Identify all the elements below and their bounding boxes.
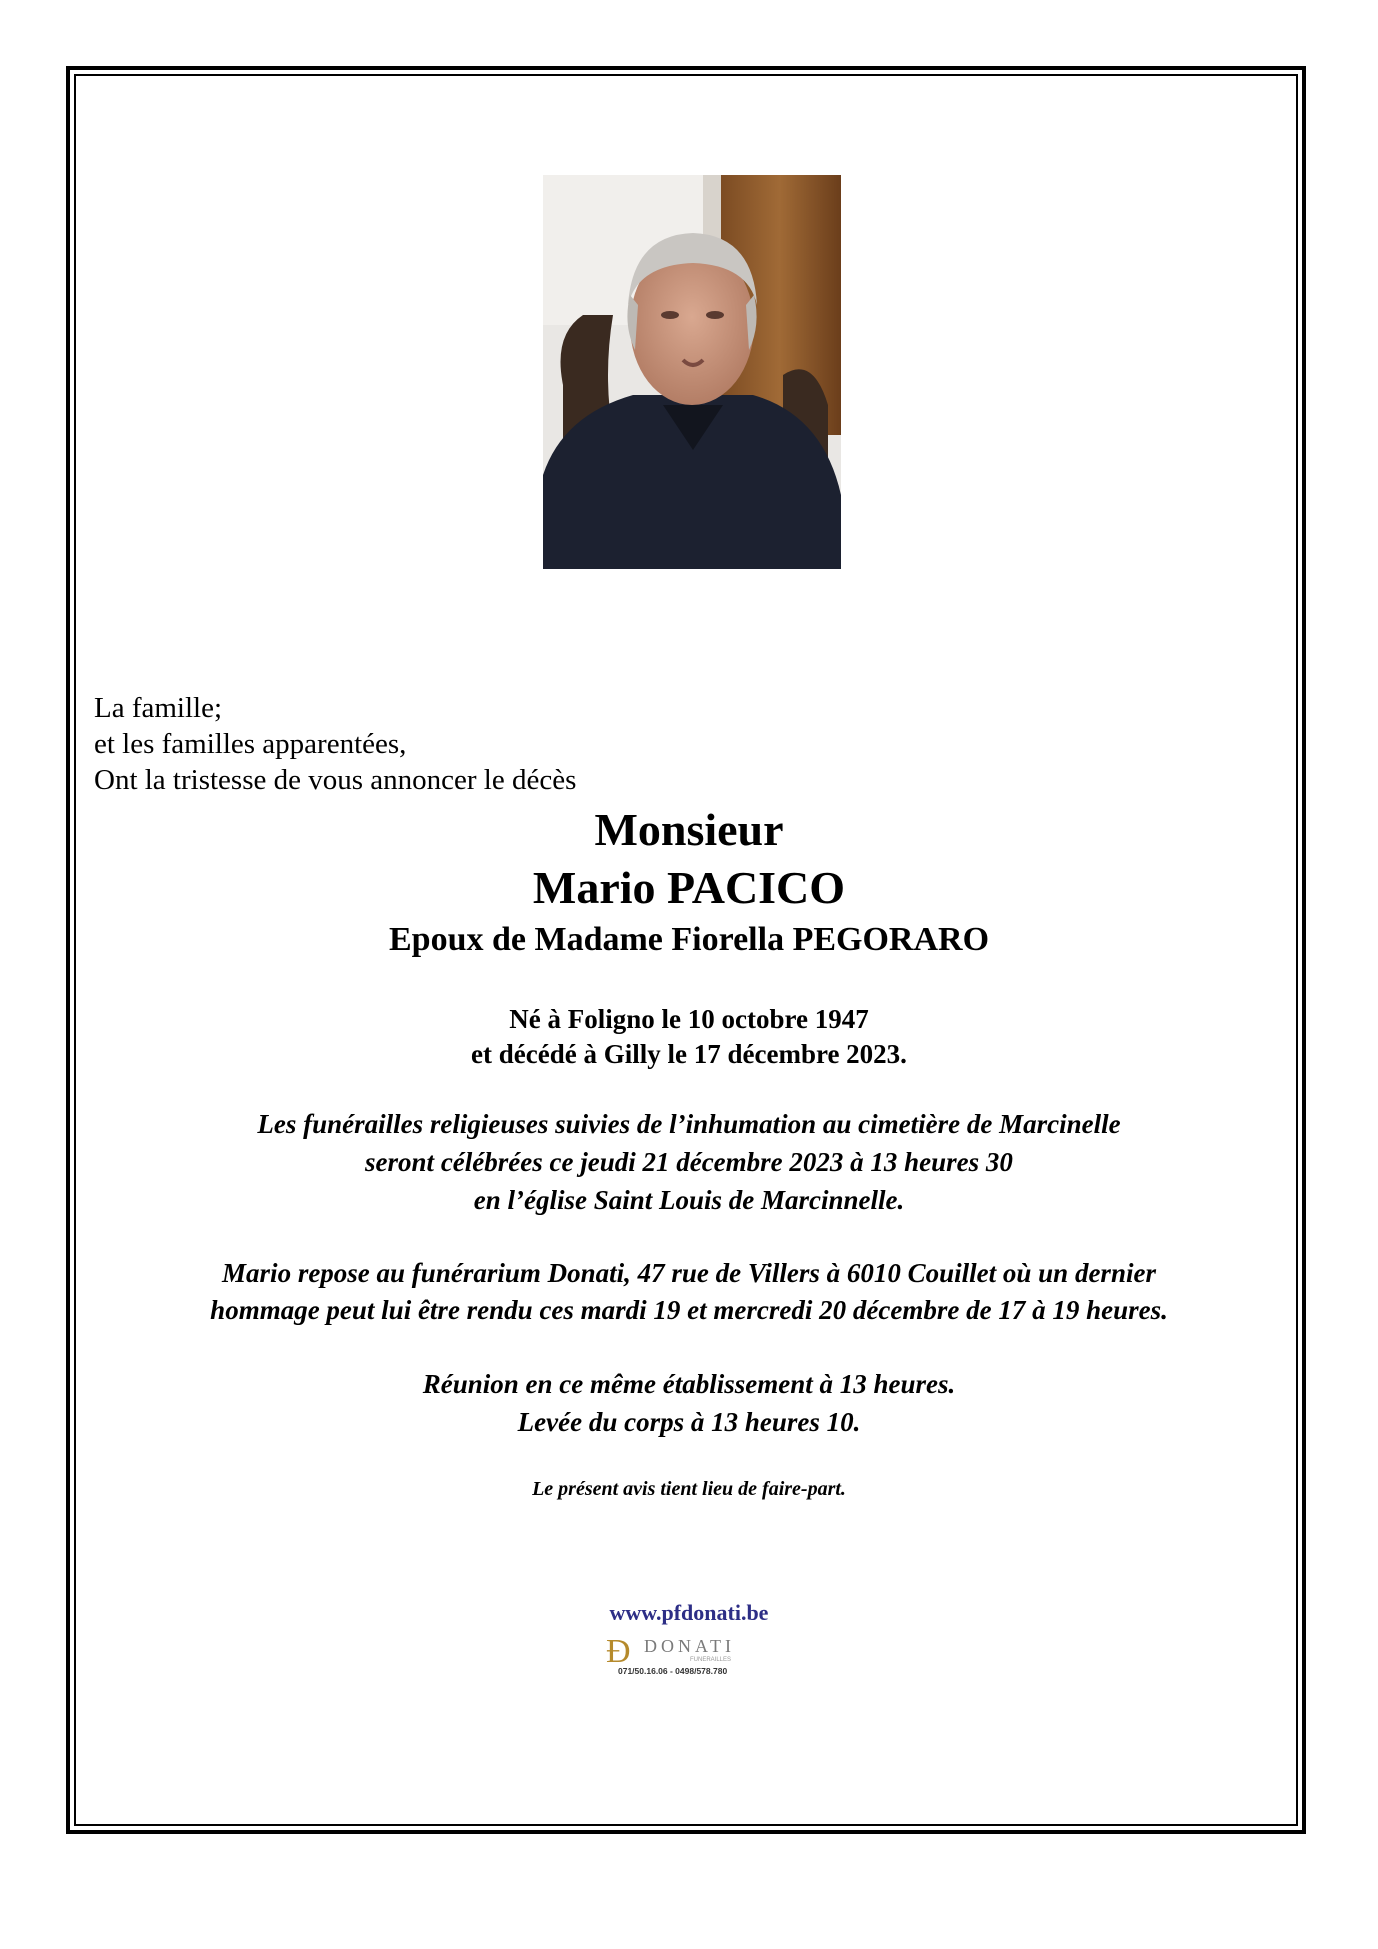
- visitation-line-2: hommage peut lui être rendu ces mardi 19 et mercredi 20 décembre de 17 à 19 heures.: [210, 1295, 1168, 1325]
- website-link[interactable]: www.pfdonati.be: [609, 1600, 769, 1625]
- intro-line-2: et les familles apparentées,: [94, 728, 407, 760]
- svg-text:Ð: Ð: [606, 1633, 631, 1670]
- visitation-line-1: Mario repose au funérarium Donati, 47 rue de Villers à 6010 Couillet où un dernier: [222, 1258, 1156, 1288]
- death-line: et décédé à Gilly le 17 décembre 2023.: [471, 1039, 907, 1069]
- portrait-photo: [543, 175, 841, 569]
- spouse-line: Epoux de Madame Fiorella PEGORARO: [388, 921, 990, 958]
- funeral-line-3: en l’église Saint Louis de Marcinnelle.: [473, 1185, 905, 1215]
- honorific: Monsieur: [594, 804, 784, 855]
- logo-sub: FUNERAILLES: [690, 1657, 732, 1663]
- gathering-line-2: Levée du corps à 13 heures 10.: [517, 1407, 861, 1437]
- notice-text: Le présent avis tient lieu de faire-part.: [532, 1478, 846, 1500]
- logo-brand: DONATI: [644, 1636, 735, 1656]
- funeral-line-2: seront célébrées ce jeudi 21 décembre 2023 à 13 heures 30: [365, 1147, 1013, 1177]
- birth-line: Né à Foligno le 10 octobre 1947: [509, 1004, 869, 1034]
- funeral-line-1: Les funérailles religieuses suivies de l’inhumation au cimetière de Marcinelle: [257, 1109, 1121, 1139]
- deceased-name: Mario PACICO: [532, 862, 846, 913]
- donati-logo: [604, 1632, 774, 1678]
- logo-phones: 071/50.16.06 - 0498/578.780: [618, 1666, 728, 1676]
- intro-line-1: La famille;: [94, 692, 223, 724]
- intro-line-3: Ont la tristesse de vous annoncer le décès: [94, 764, 577, 796]
- intro-text: [94, 690, 794, 798]
- gathering-line-1: Réunion en ce même établissement à 13 heures.: [422, 1369, 956, 1399]
